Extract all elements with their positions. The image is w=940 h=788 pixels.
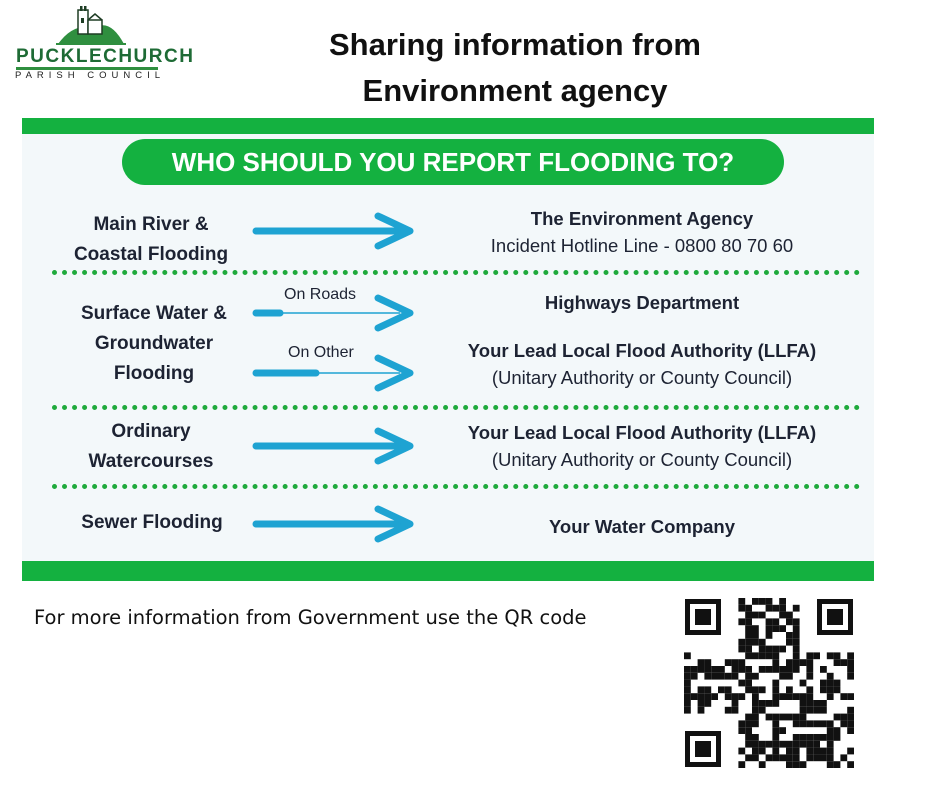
infographic-heading: WHO SHOULD YOU REPORT FLOODING TO? [122, 139, 784, 185]
divider-dotted-2 [52, 405, 860, 410]
arrow-ordinary-icon [256, 431, 410, 461]
label-ordinary [46, 417, 256, 477]
church-hill-logo-icon [56, 4, 126, 46]
dest-llfa-ordinary-detail: (Unitary Authority or County Council) [491, 449, 793, 470]
parish-council-logo [4, 4, 195, 81]
logo-name: PUCKLECHURCH [16, 46, 195, 67]
dest-water-company-title: Your Water Company [548, 516, 736, 537]
label-surface-water-line-1: Surface Water & [80, 303, 228, 324]
label-surface-water-line-3: Flooding [113, 363, 195, 384]
dest-hotline: Incident Hotline Line - 0800 80 70 60 [490, 235, 794, 256]
dest-llfa-surface [442, 337, 842, 391]
arrow-sewer-icon [256, 509, 410, 539]
label-sewer: Sewer Flooding [81, 512, 223, 533]
dest-llfa-surface-detail: (Unitary Authority or County Council) [491, 367, 793, 388]
arrow-on-other-icon [256, 358, 410, 388]
label-surface-water [46, 299, 262, 389]
page-title-line-1: Sharing information from [329, 27, 701, 62]
divider-dotted-1 [52, 270, 860, 275]
logo-subtitle: PARISH COUNCIL [14, 70, 166, 81]
branch-on-other: On Other [288, 344, 354, 361]
dest-llfa-ordinary-title: Your Lead Local Flood Authority (LLFA) [467, 422, 817, 443]
page-title [260, 22, 770, 114]
dest-llfa-surface-title: Your Lead Local Flood Authority (LLFA) [467, 340, 817, 361]
bottom-green-bar [22, 561, 874, 581]
label-ordinary-line-1: Ordinary [111, 421, 191, 442]
dest-llfa-ordinary [442, 419, 842, 473]
dest-environment-agency [442, 205, 842, 259]
dest-highways [442, 289, 842, 316]
flooding-infographic [22, 118, 874, 581]
qr-code-icon[interactable] [684, 598, 854, 768]
dest-highways-title: Highways Department [544, 292, 740, 313]
label-main-river-line-2: Coastal Flooding [73, 244, 229, 265]
branch-on-roads: On Roads [284, 286, 357, 303]
label-main-river-line-1: Main River & [93, 214, 209, 235]
divider-dotted-3 [52, 484, 860, 489]
arrow-main-river-icon [256, 216, 410, 246]
dest-environment-agency-title: The Environment Agency [530, 208, 754, 229]
footer-text: For more information from Government use the QR code [34, 606, 587, 629]
label-ordinary-line-2: Watercourses [88, 451, 214, 472]
page-title-line-2: Environment agency [362, 73, 668, 108]
label-main-river [46, 210, 256, 270]
dest-water-company [442, 513, 842, 540]
label-surface-water-line-2: Groundwater [94, 333, 214, 354]
